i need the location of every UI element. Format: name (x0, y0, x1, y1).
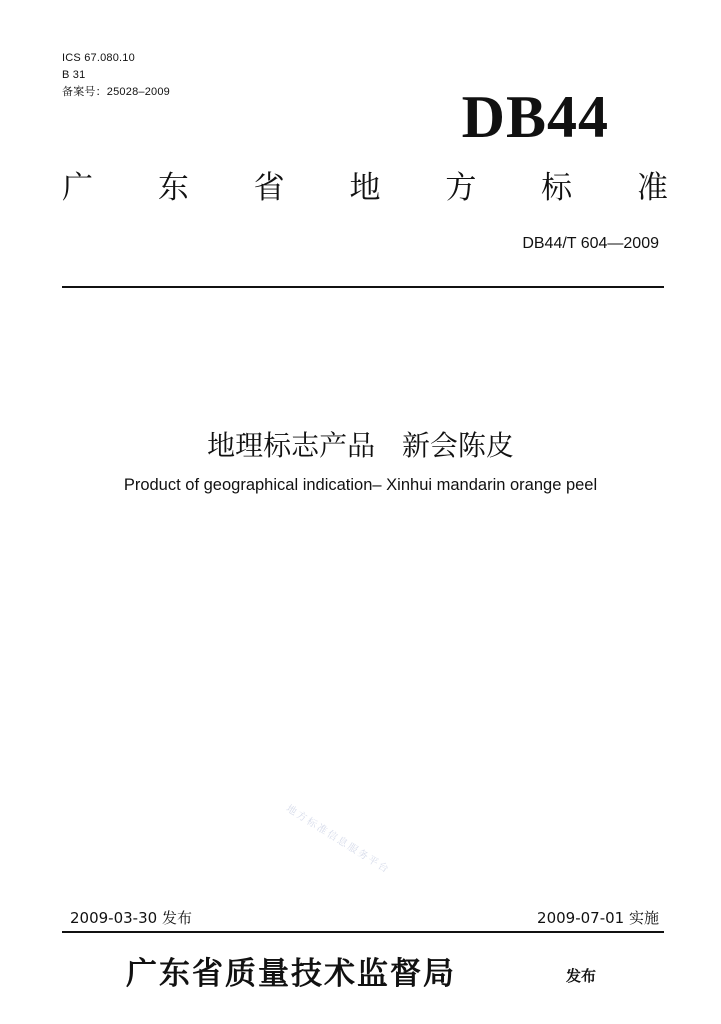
standard-type-title (62, 168, 668, 208)
standard-type-char: 方 (445, 170, 477, 206)
standard-type-char: 省 (253, 170, 285, 206)
ics-code: ICS 67.080.10 (62, 52, 135, 64)
standard-type-char: 东 (157, 170, 189, 206)
top-divider (62, 286, 664, 288)
standard-type-char: 地 (349, 170, 381, 206)
publish-label: 发布 (566, 967, 597, 985)
issue-date: 2009-03-30 发布 (70, 909, 192, 927)
standard-code: DB44/T 604—2009 (522, 235, 659, 252)
implementation-date: 2009-07-01 实施 (537, 909, 659, 927)
classification-code: B 31 (62, 69, 86, 81)
document-title-en: Product of geographical indication– Xinhui mandarin orange peel (123, 476, 598, 494)
header-metadata (62, 50, 170, 101)
standard-type-char: 标 (541, 170, 573, 206)
record-number: 备案号：25028–2009 (62, 86, 170, 98)
publisher-name: 广东省质量技术监督局 (126, 956, 456, 992)
document-title-zh: 地理标志产品 新会陈皮 (207, 429, 514, 462)
standard-prefix-logo: DB44 (461, 84, 609, 150)
bottom-divider (62, 931, 664, 933)
watermark: 地方标准信息服务平台 (284, 803, 392, 877)
standard-type-char: 准 (636, 170, 668, 206)
standard-type-char: 广 (62, 170, 93, 206)
